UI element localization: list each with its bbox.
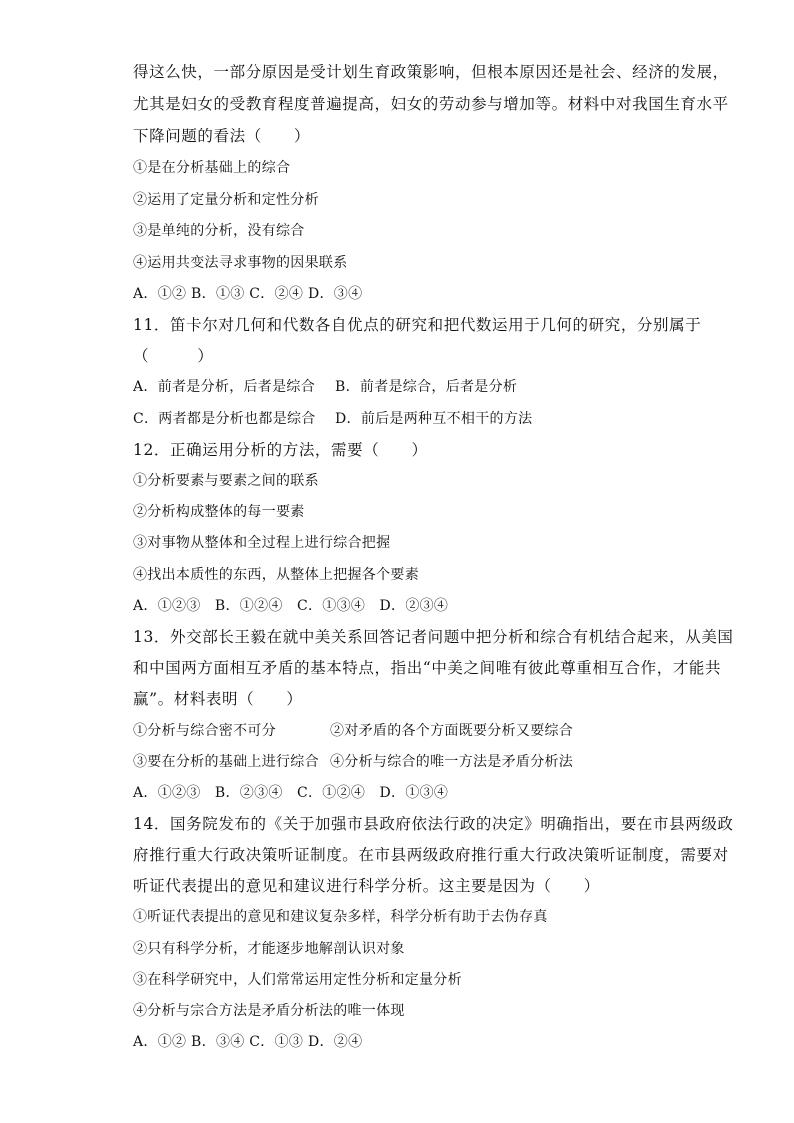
q10-stem-line-1: 得这么快，一部分原因是受计划生育政策影响，但根本原因还是社会、经济的发展， [133, 63, 729, 81]
q10-options: A．①② B．①③ C．②④ D．③④ [133, 286, 363, 302]
q13-stem-line-3: 赢”。材料表明（ ） [133, 690, 303, 708]
q10-item-3: ③是单纯的分析，没有综合 [133, 223, 305, 239]
q11-option-b: B．前者是综合，后者是分析 [335, 379, 518, 395]
q13-stem-line-1: 13．外交部长王毅在就中美关系回答记者问题中把分析和综合有机结合起来，从美国 [133, 628, 734, 646]
q10-item-2: ②运用了定量分析和定性分析 [133, 192, 319, 208]
q14-stem-line-2: 府推行重大行政决策听证制度。在市县两级政府推行重大行政决策听证制度，需要对 [133, 846, 729, 864]
q14-item-3: ③在科学研究中，人们常常运用定性分析和定量分析 [133, 972, 462, 988]
q11-option-a: A．前者是分析，后者是综合 [133, 379, 316, 395]
q12-options: A．①②③ B．①②④ C．①③④ D．②③④ [133, 598, 449, 614]
q12-item-2: ②分析构成整体的每一要素 [133, 504, 305, 520]
q13-item-1: ①分析与综合密不可分 [133, 723, 276, 739]
q10-item-1: ①是在分析基础上的综合 [133, 160, 291, 176]
q13-item-3: ③要在分析的基础上进行综合 [133, 754, 319, 770]
q13-stem-line-2: 和中国两方面相互矛盾的基本特点，指出“中美之间唯有彼此尊重相互合作，才能共 [133, 659, 722, 677]
q12-item-3: ③对事物从整体和全过程上进行综合把握 [133, 535, 391, 551]
q10-stem-line-3: 下降问题的看法（ ） [133, 127, 311, 145]
q12-item-4: ④找出本质性的东西，从整体上把握各个要素 [133, 567, 419, 583]
q11-option-c: C．两者都是分析也都是综合 [133, 411, 316, 427]
q12-stem: 12．正确运用分析的方法，需要（ ） [133, 441, 428, 459]
q14-stem-line-1: 14．国务院发布的《关于加强市县政府依法行政的决定》明确指出，要在市县两级政 [133, 815, 734, 833]
q10-item-4: ④运用共变法寻求事物的因果联系 [133, 255, 348, 271]
q13-options: A．①②③ B．②③④ C．①②④ D．①③④ [133, 785, 449, 801]
q11-stem-line-2: （ ） [133, 347, 214, 365]
q12-item-1: ①分析要素与要素之间的联系 [133, 473, 319, 489]
q11-option-d: D．前后是两种互不相干的方法 [335, 411, 533, 427]
q14-stem-line-3: 听证代表提出的意见和建议进行科学分析。这主要是因为（ ） [133, 877, 600, 895]
q13-item-4: ④分析与综合的唯一方法是矛盾分析法 [330, 754, 574, 770]
q14-options: A．①② B．③④ C．①③ D．②④ [133, 1034, 363, 1050]
q14-item-4: ④分析与宗合方法是矛盾分析法的唯一体现 [133, 1003, 405, 1019]
q11-stem-line-1: 11．笛卡尔对几何和代数各自优点的研究和把代数运用于几何的研究，分别属于 [133, 316, 702, 334]
q13-item-2: ②对矛盾的各个方面既要分析又要综合 [330, 723, 574, 739]
q14-item-2: ②只有科学分析，才能逐步地解剖认识对象 [133, 941, 405, 957]
q10-stem-line-2: 尤其是妇女的受教育程度普遍提高，妇女的劳动参与增加等。材料中对我国生育水平 [133, 95, 729, 113]
q14-item-1: ①听证代表提出的意见和建议复杂多样，科学分析有助于去伪存真 [133, 909, 548, 925]
